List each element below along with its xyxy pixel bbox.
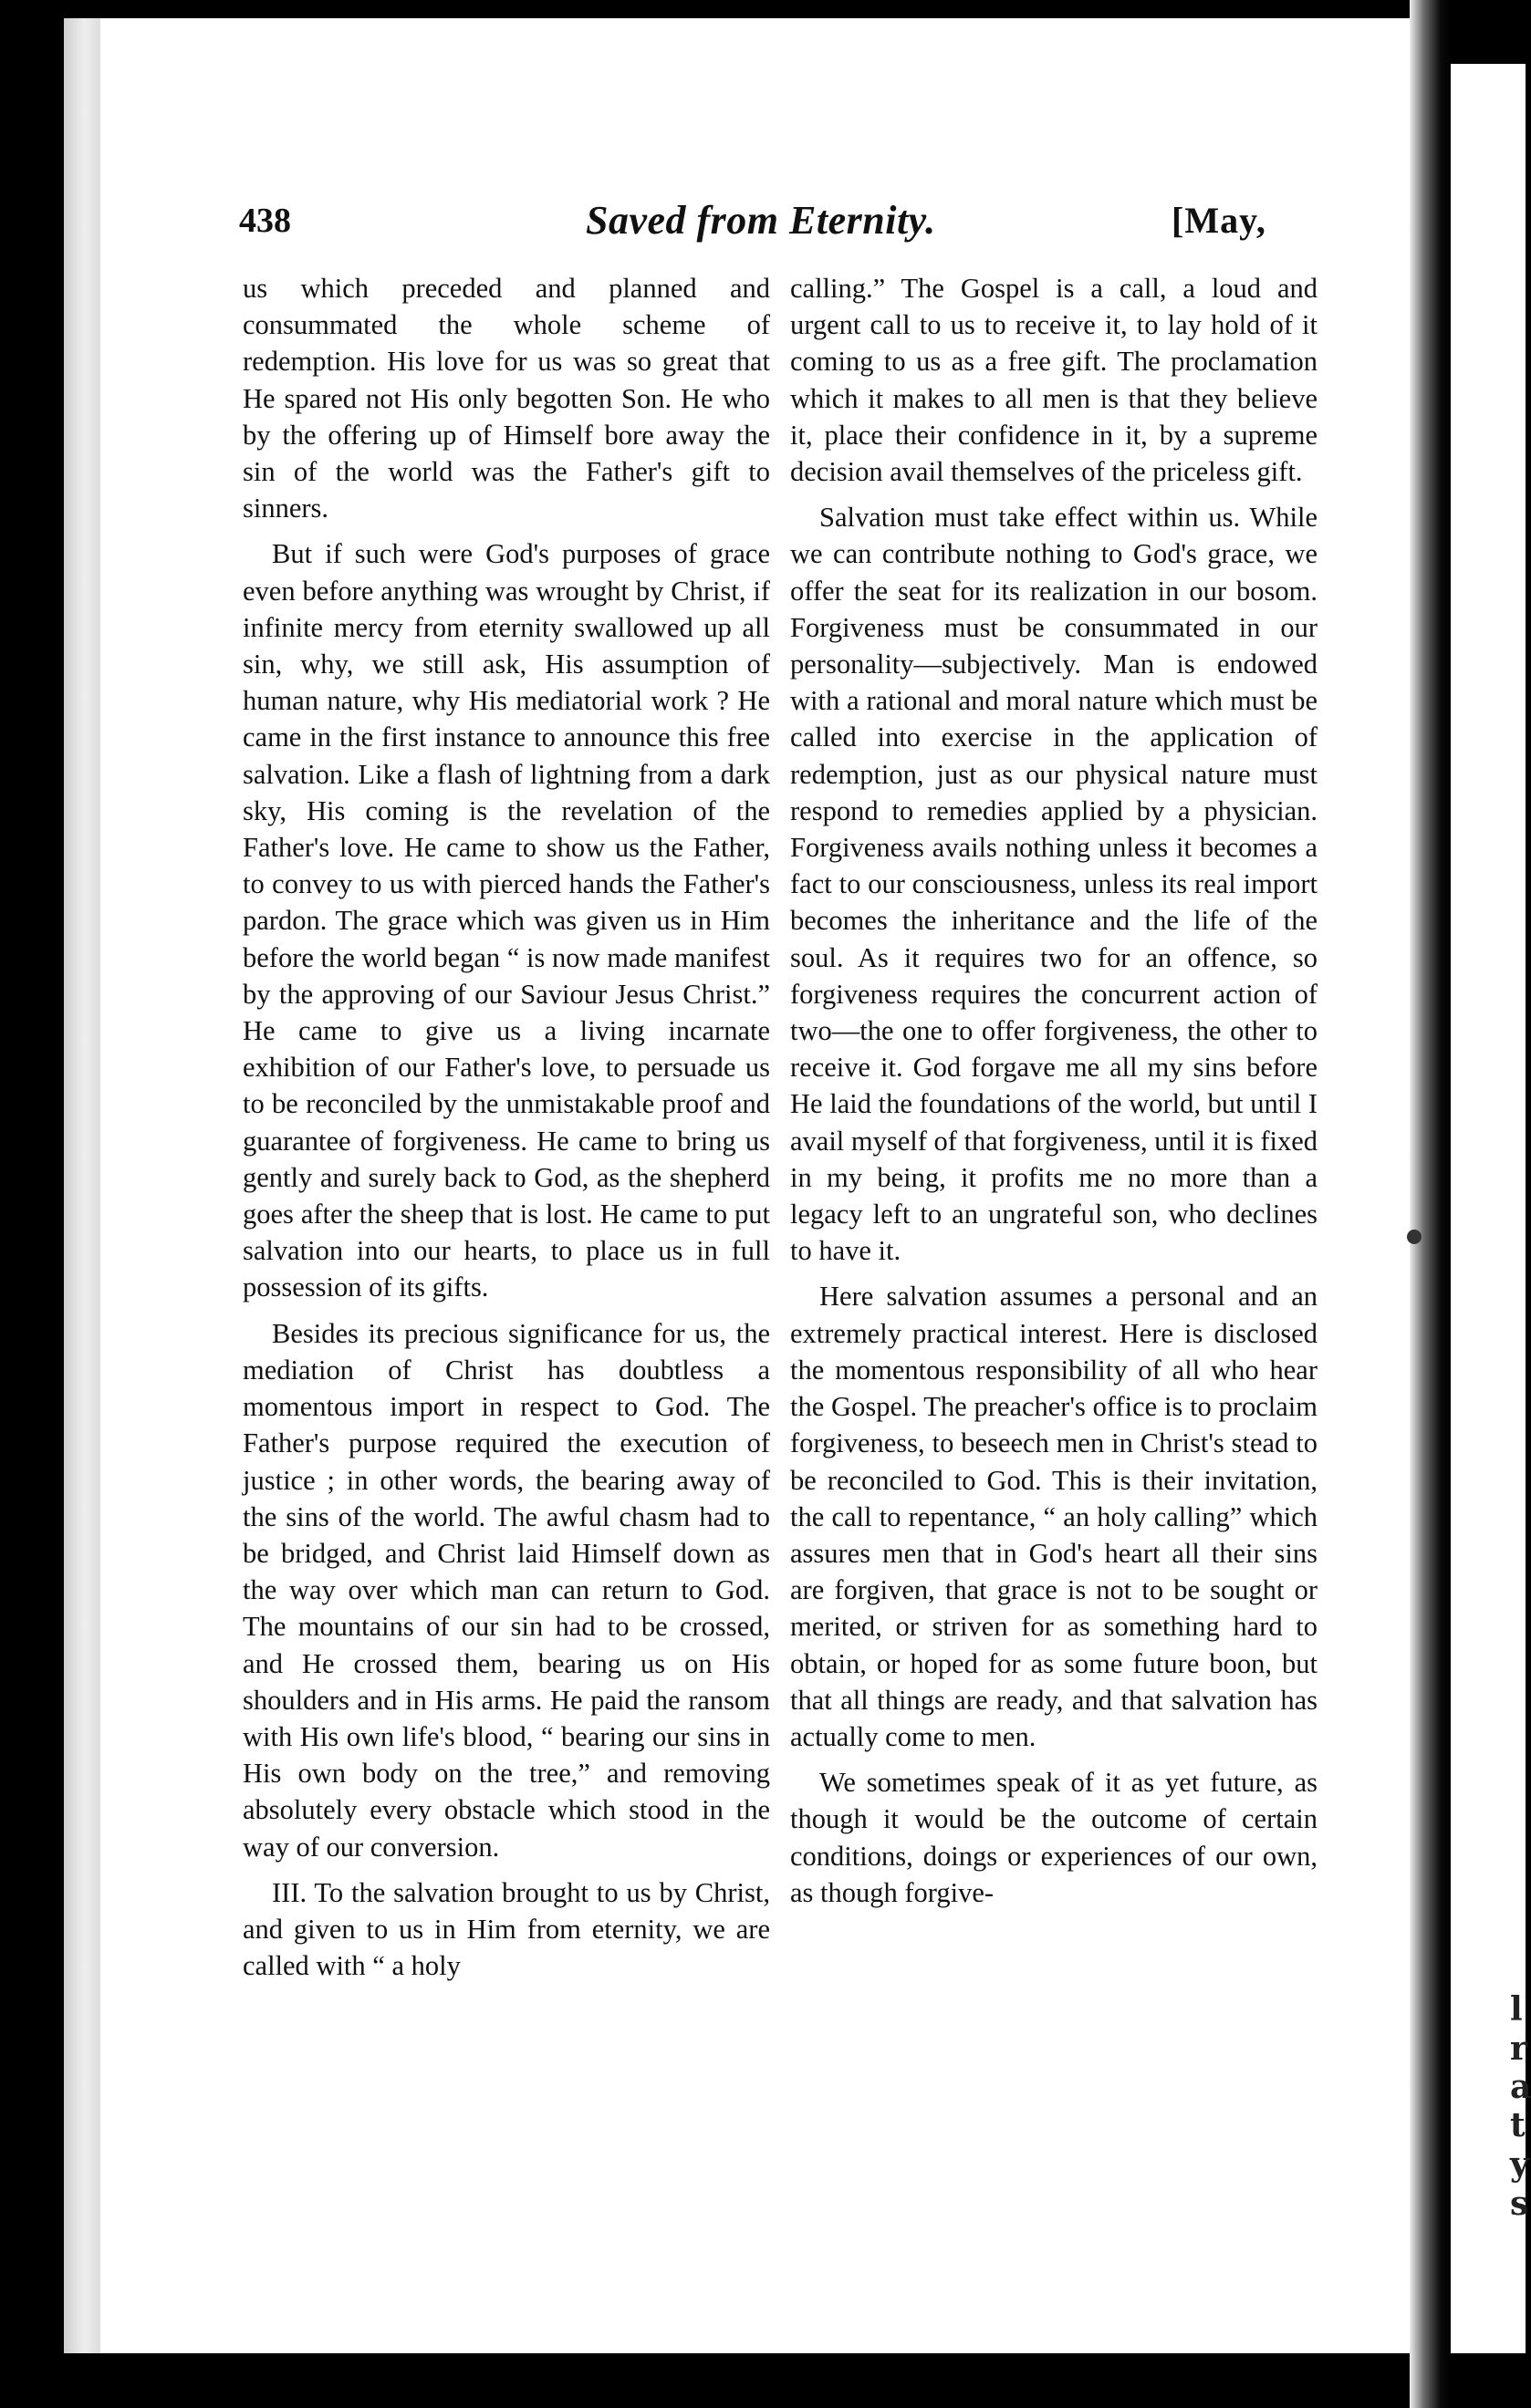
edge-fragment: y — [1510, 2145, 1529, 2184]
edge-fragment: t — [1510, 2106, 1526, 2144]
running-title: Saved from Eternity. — [586, 198, 936, 243]
edge-fragment: r — [1510, 2029, 1527, 2068]
paragraph: Salvation must take effect within us. While we can contribute nothing to God's grace, we offer the seat for its realization in our bosom. Forgiveness must be consummated in our personality—subjectively. Man is endowed with a rational and moral nature which must be called into exercise in the application of redemption, just as our physical nature must respond to remedies applied by a physician. Forgiveness avails nothing unless it becomes a fact to our consciousness, unless its real import becomes the inheritance and the life of the soul. As it requires two for an offence, so forgiveness requires the concurrent action of two—the one to offer forgiveness, the other to receive it. God forgave me all my sins before He laid the foundations of the world, but until I avail myself of that forgiveness, until it is fixed in my being, it profits me no more than a legacy left to an ungrateful son, who declines to have it. — [790, 502, 1317, 1267]
right-column — [790, 270, 1317, 1911]
paragraph: Here salvation assumes a personal and an extremely practical interest. Here is disclosed the momentous responsibility of all who hear the Gospel. The preacher's office is to proclaim forgiveness, to beseech men in Christ's stead to be reconciled to God. This is their invitation, the call to repentance, “ an holy calling” which assures men that in God's heart all their sins are forgiven, that grace is not to be sought or merited, or striven for as something hard to obtain, or hoped for as some future boon, but that all things are ready, and that salvation has actually come to men. — [790, 1281, 1317, 1752]
left-column — [243, 270, 770, 1984]
paragraph: But if such were God's purposes of grace even before anything was wrought by Christ, if infinite mercy from eternity swallowed up all sin, why, we still ask, His assumption of human nature, why His mediatorial work ? He came in the first instance to announce this free salvation. Like a flash of lightning from a dark sky, His coming is the revelation of the Father's love. He came to show us the Father, to convey to us with pierced hands the Father's pardon. The grace which was given us in Him before the world began “ is now made manifest by the approving of our Saviour Jesus Christ.” He came to give us a living incarnate exhibition of our Father's love, to persuade us to be reconciled by the unmistakable proof and guarantee of forgiveness. He came to bring us gently and surely back to God, as the shepherd goes after the sheep that is lost. He came to put salvation into our hearts, to place us in full possession of its gifts. — [243, 538, 770, 1303]
paragraph: III. To the salvation brought to us by Christ, and given to us in Him from eternity, we are called with “ a holy — [243, 1876, 770, 1982]
book-gutter — [1410, 0, 1451, 2408]
ink-blot — [1407, 1230, 1422, 1244]
paragraph: Besides its precious significance for us, the mediation of Christ has doubtless a momentous import in respect to God. The Father's purpose required the execution of justice ; in other words, the bearing away of the sins of the world. The awful chasm had to be bridged, and Christ laid Himself down as the way over which man can return to God. The mountains of our sin had to be crossed, and He crossed them, bearing us on His shoulders and in His arms. He paid the ransom with His own life's blood, “ bearing our sins in His own body on the tree,” and removing absolutely every obstacle which stood in the way of our conversion. — [243, 1317, 770, 1863]
edge-fragment: l — [1510, 1990, 1523, 2029]
running-head — [239, 193, 1316, 248]
running-month: [May, — [1172, 200, 1266, 241]
edge-fragment: s — [1510, 2185, 1529, 2223]
page-number: 438 — [239, 202, 291, 240]
paragraph: We sometimes speak of it as yet future, as though it would be the outcome of certain conditions, doings or experiences of our own, as though forgive- — [790, 1767, 1317, 1908]
paragraph: calling.” The Gospel is a call, a loud and urgent call to us to receive it, to lay hold of it coming to us as a free gift. The proclamation which it makes to all men is that they believe it, place their confidence in it, by a supreme decision avail themselves of the priceless gift. — [790, 273, 1317, 488]
paragraph: us which preceded and planned and consummated the whole scheme of redemption. His love for us was so great that He spared not His only begotten Son. He who by the offering up of Himself bore away the sin of the world was the Father's gift to sinners. — [243, 273, 770, 524]
edge-fragment: a — [1510, 2068, 1531, 2106]
